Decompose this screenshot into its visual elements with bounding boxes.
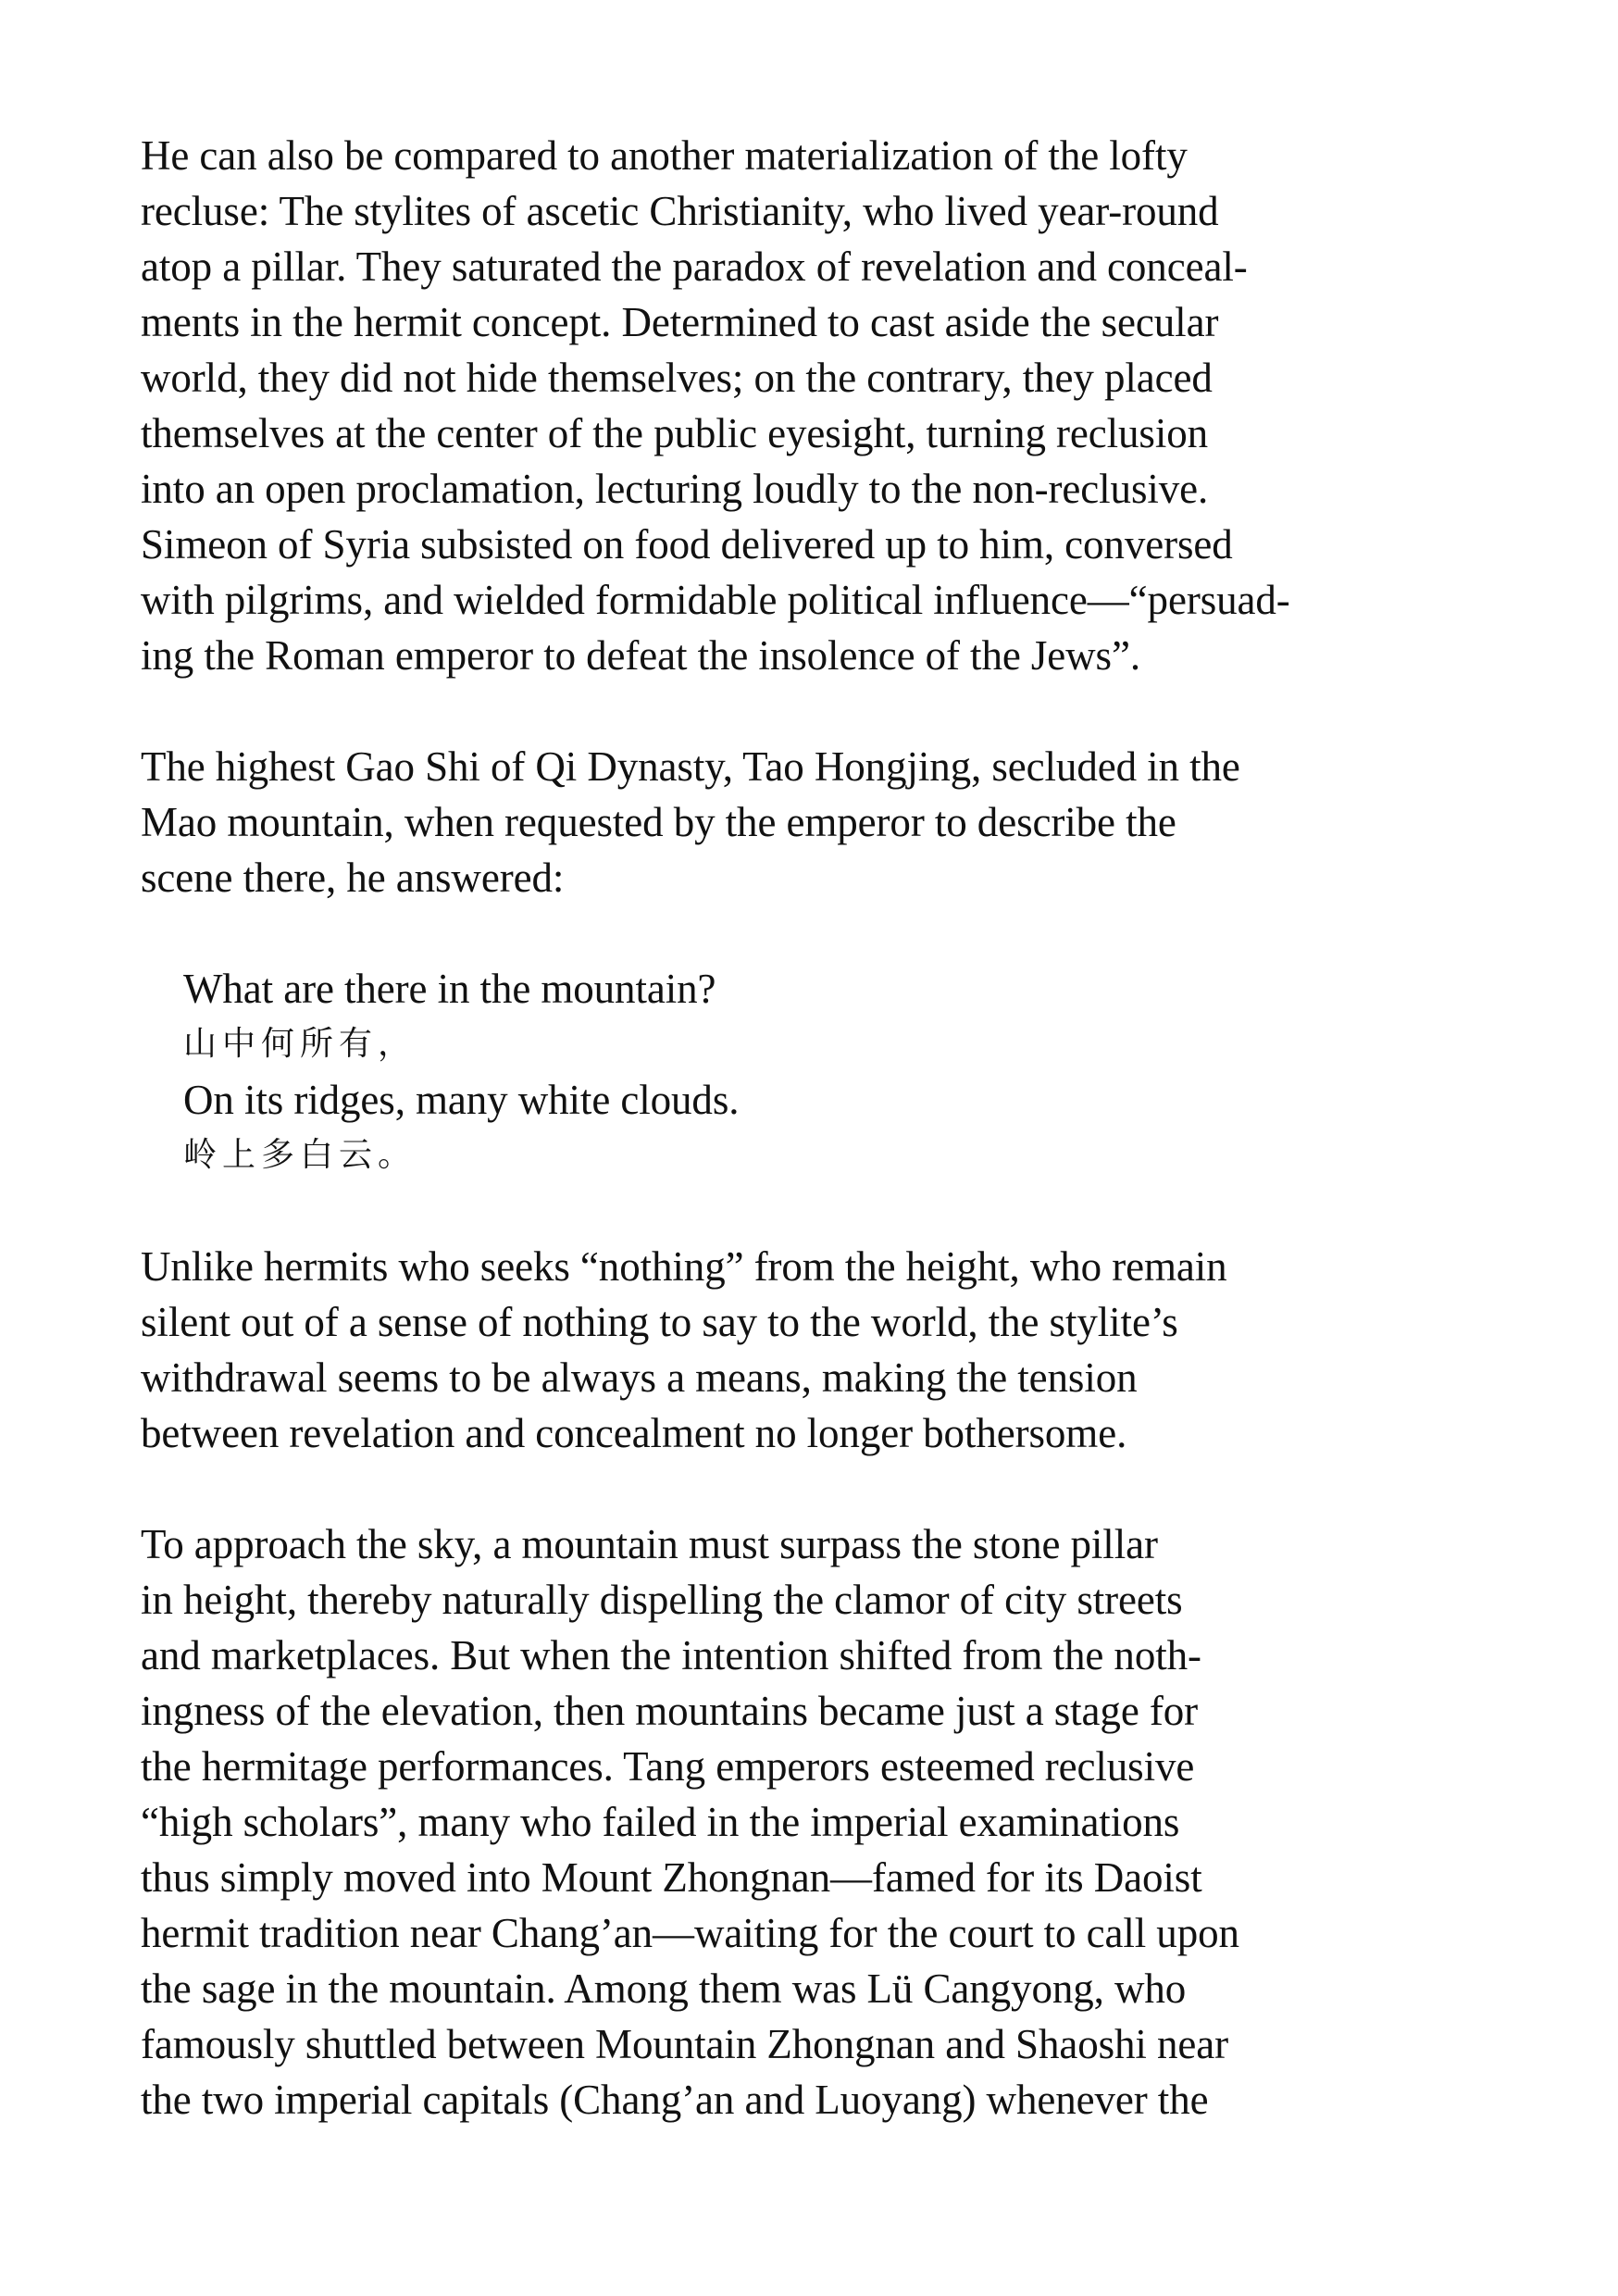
text-line: silent out of a sense of nothing to say to the world, the stylite’s bbox=[141, 1299, 1178, 1345]
text-line: The highest Gao Shi of Qi Dynasty, Tao Hongjing, secluded in the bbox=[141, 743, 1240, 790]
paragraph-unlike-hermits bbox=[141, 1239, 1492, 1461]
paragraph-approach-the-sky bbox=[141, 1516, 1492, 2128]
text-line: recluse: The stylites of ascetic Christianity, who lived year-round bbox=[141, 188, 1219, 234]
poem-line-chinese: 山中何所有， bbox=[183, 1025, 417, 1063]
text-line: hermit tradition near Chang’an—waiting for the court to call upon bbox=[141, 1910, 1239, 1956]
text-line: with pilgrims, and wielded formidable political influence—“persuad- bbox=[141, 577, 1290, 623]
text-line: the sage in the mountain. Among them was Lü Cangyong, who bbox=[141, 1965, 1187, 2012]
poem-line-english: On its ridges, many white clouds. bbox=[183, 1077, 740, 1123]
poem-quote bbox=[141, 961, 1492, 1183]
text-line: To approach the sky, a mountain must surpass the stone pillar bbox=[141, 1521, 1158, 1567]
text-line: ments in the hermit concept. Determined to cast aside the secular bbox=[141, 299, 1219, 345]
document-page bbox=[141, 128, 1492, 2183]
text-line: withdrawal seems to be always a means, making the tension bbox=[141, 1354, 1138, 1401]
poem-line-chinese: 岭上多白云。 bbox=[183, 1136, 417, 1174]
text-line: the hermitage performances. Tang emperors esteemed reclusive bbox=[141, 1743, 1195, 1790]
text-line: ing the Roman emperor to defeat the insolence of the Jews”. bbox=[141, 632, 1140, 679]
text-line: themselves at the center of the public eyesight, turning reclusion bbox=[141, 410, 1209, 456]
paragraph-stylites bbox=[141, 128, 1492, 683]
text-line: atop a pillar. They saturated the paradox of revelation and conceal- bbox=[141, 243, 1248, 290]
text-line: between revelation and concealment no longer bothersome. bbox=[141, 1410, 1127, 1456]
text-line: scene there, he answered: bbox=[141, 855, 565, 901]
text-line: world, they did not hide themselves; on the contrary, they placed bbox=[141, 355, 1213, 401]
text-line: in height, thereby naturally dispelling the clamor of city streets bbox=[141, 1577, 1183, 1623]
text-line: He can also be compared to another materialization of the lofty bbox=[141, 132, 1188, 179]
text-line: famously shuttled between Mountain Zhongnan and Shaoshi near bbox=[141, 2021, 1229, 2067]
text-line: Simeon of Syria subsisted on food delivered up to him, conversed bbox=[141, 521, 1233, 568]
paragraph-tao-hongjing bbox=[141, 739, 1492, 905]
text-line: thus simply moved into Mount Zhongnan—famed for its Daoist bbox=[141, 1854, 1202, 1901]
text-line: and marketplaces. But when the intention shifted from the noth- bbox=[141, 1632, 1201, 1678]
text-line: Mao mountain, when requested by the emperor to describe the bbox=[141, 799, 1176, 845]
text-line: “high scholars”, many who failed in the imperial examinations bbox=[141, 1799, 1180, 1845]
text-line: ingness of the elevation, then mountains became just a stage for bbox=[141, 1688, 1199, 1734]
text-line: the two imperial capitals (Chang’an and Luoyang) whenever the bbox=[141, 2077, 1209, 2123]
text-line: Unlike hermits who seeks “nothing” from the height, who remain bbox=[141, 1243, 1227, 1290]
text-line: into an open proclamation, lecturing loudly to the non-reclusive. bbox=[141, 466, 1209, 512]
poem-line-english: What are there in the mountain? bbox=[183, 966, 716, 1012]
